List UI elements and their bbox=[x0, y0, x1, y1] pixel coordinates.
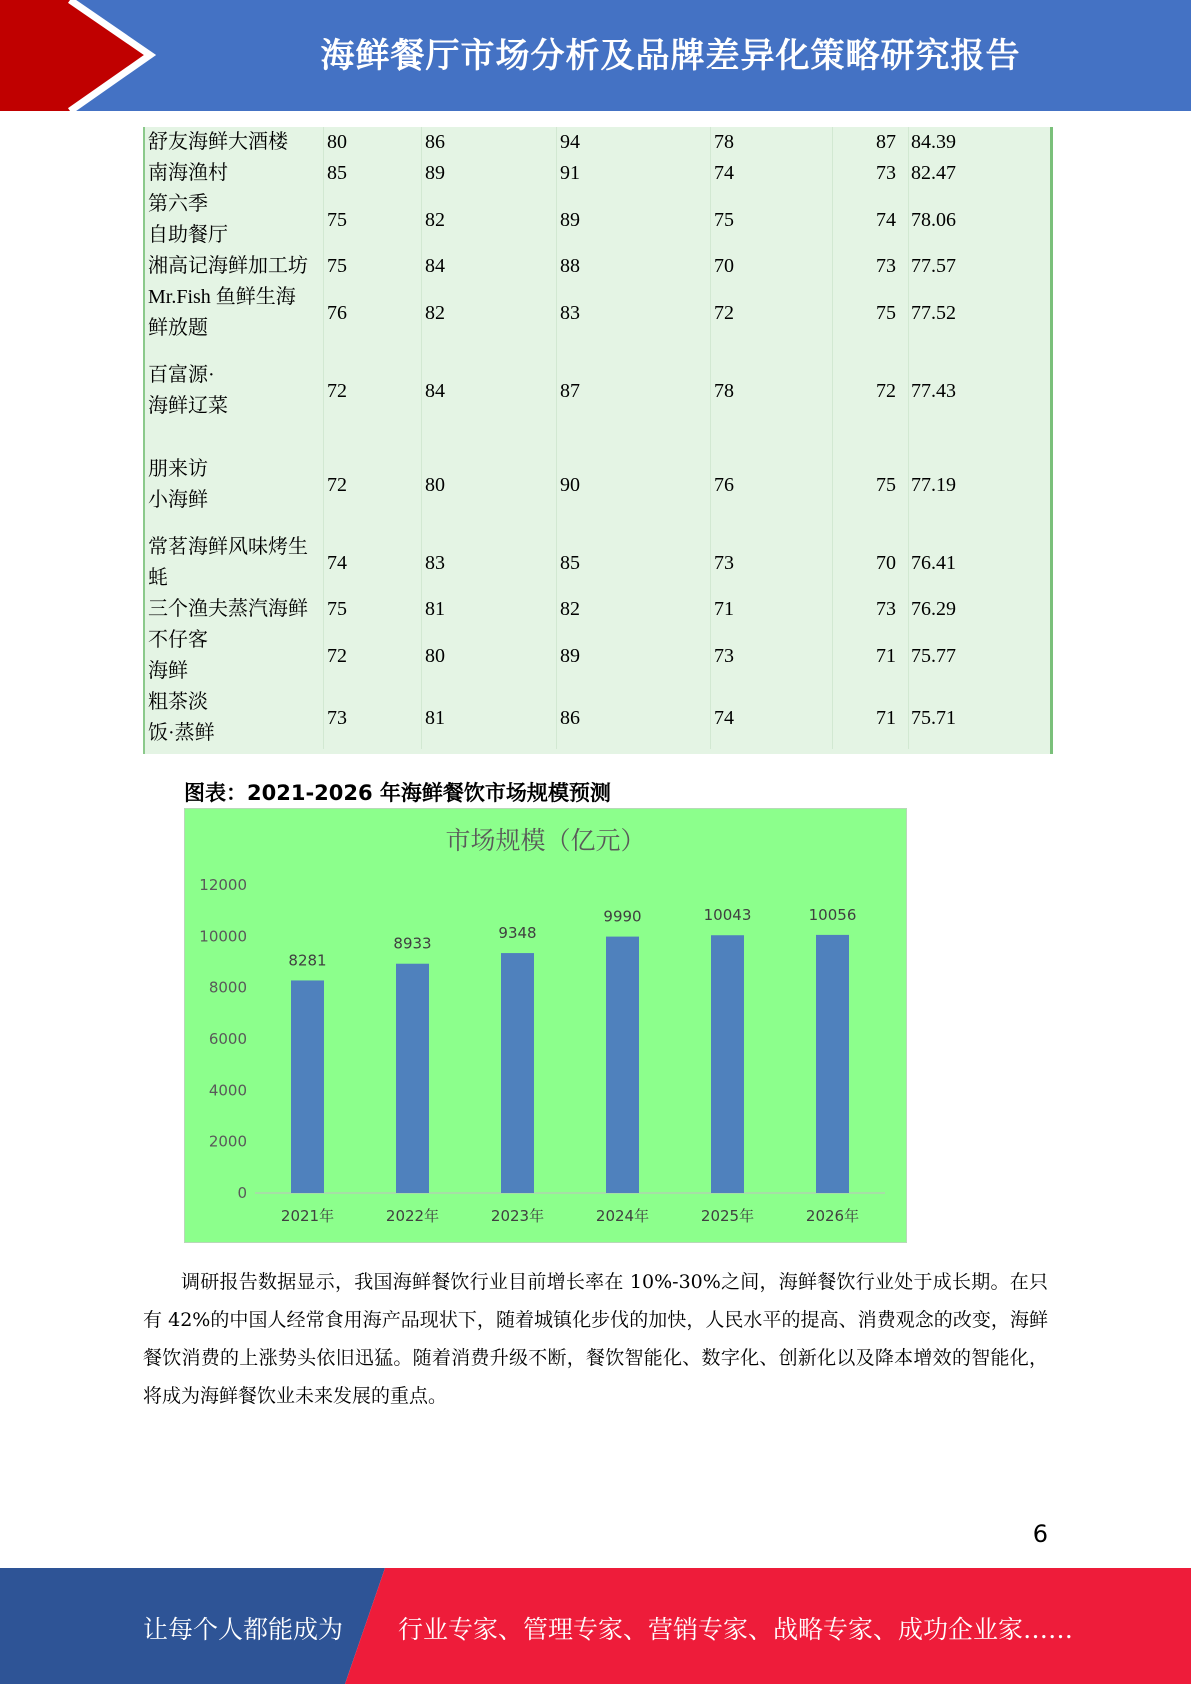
table-row bbox=[145, 687, 1050, 749]
page-number: 6 bbox=[1032, 1520, 1048, 1548]
total-score-cell: 82.47 bbox=[911, 162, 956, 184]
score-cell: 86 bbox=[557, 687, 711, 749]
brand-name-line: 海鲜辽菜 bbox=[148, 395, 228, 417]
brand-name-line: 湘高记海鲜加工坊 bbox=[148, 255, 308, 277]
brand-name-cell bbox=[145, 625, 324, 687]
score-cell: 80 bbox=[422, 438, 557, 532]
table-row bbox=[145, 344, 1050, 438]
data-label: 9348 bbox=[498, 924, 537, 943]
total-score-cell: 77.52 bbox=[911, 301, 956, 324]
score-cell: 91 bbox=[557, 158, 711, 189]
score-cell: 73 bbox=[711, 625, 833, 687]
y-tick-label: 10000 bbox=[199, 927, 247, 946]
table-row bbox=[145, 189, 1050, 251]
bar bbox=[291, 980, 324, 1193]
total-score-cell: 75.71 bbox=[911, 706, 956, 729]
score-cell: 86 bbox=[422, 127, 557, 158]
score-cell: 87 bbox=[833, 127, 909, 158]
bar bbox=[711, 935, 744, 1193]
score-cell: 72 bbox=[833, 344, 909, 438]
score-cell: 75 bbox=[324, 189, 422, 251]
x-tick-label: 2024年 bbox=[595, 1207, 650, 1225]
y-tick-label: 2000 bbox=[208, 1132, 247, 1151]
y-tick-label: 0 bbox=[237, 1184, 247, 1202]
x-tick-label: 2023年 bbox=[490, 1207, 545, 1225]
score-cell: 94 bbox=[557, 127, 711, 158]
table-row bbox=[145, 158, 1050, 189]
brand-name-cell bbox=[145, 438, 324, 532]
x-tick-label: 2025年 bbox=[700, 1207, 755, 1225]
report-title: 海鲜餐厅市场分析及品牌差异化策略研究报告 bbox=[320, 36, 1021, 76]
score-cell: 75 bbox=[711, 189, 833, 251]
brand-name-line: 粗茶淡 bbox=[148, 691, 208, 713]
header-bar bbox=[0, 0, 1191, 111]
score-cell: 72 bbox=[711, 282, 833, 344]
table-row bbox=[145, 282, 1050, 344]
table-row bbox=[145, 127, 1050, 158]
brand-name-cell bbox=[145, 251, 324, 282]
score-cell: 87 bbox=[557, 344, 711, 438]
brand-name-line: Mr.Fish 鱼鲜生海 bbox=[148, 286, 296, 308]
score-cell: 71 bbox=[711, 594, 833, 625]
score-cell: 72 bbox=[324, 344, 422, 438]
score-cell: 90 bbox=[557, 438, 711, 532]
bar bbox=[396, 964, 429, 1193]
score-cell: 74 bbox=[711, 158, 833, 189]
score-cell: 85 bbox=[557, 532, 711, 594]
total-score-cell: 76.41 bbox=[911, 551, 956, 574]
y-tick-label: 8000 bbox=[208, 978, 247, 997]
total-score-cell: 77.43 bbox=[911, 379, 956, 402]
brand-name-cell bbox=[145, 594, 324, 625]
data-label: 8933 bbox=[393, 934, 432, 953]
footer-banner bbox=[0, 1568, 1191, 1684]
score-cell: 82 bbox=[557, 594, 711, 625]
brand-name-line: 饭·蒸鲜 bbox=[148, 722, 215, 744]
table-row bbox=[145, 594, 1050, 625]
data-label: 9990 bbox=[603, 907, 642, 926]
score-cell: 82 bbox=[422, 189, 557, 251]
score-cell: 74 bbox=[324, 532, 422, 594]
brand-name-cell bbox=[145, 532, 324, 594]
brand-name-line: 常茗海鲜风味烤生 bbox=[148, 536, 308, 558]
y-tick-label: 12000 bbox=[199, 876, 247, 894]
total-score-cell: 76.29 bbox=[911, 598, 956, 620]
score-cell: 78 bbox=[711, 127, 833, 158]
brand-name-line: 海鲜 bbox=[148, 660, 188, 682]
score-cell: 75 bbox=[324, 594, 422, 625]
score-cell: 73 bbox=[833, 251, 909, 282]
brand-name-cell bbox=[145, 127, 324, 158]
score-cell: 74 bbox=[711, 687, 833, 749]
score-cell: 85 bbox=[324, 158, 422, 189]
score-cell: 80 bbox=[422, 625, 557, 687]
score-table bbox=[145, 127, 1050, 749]
data-label: 10056 bbox=[808, 905, 857, 924]
score-cell: 70 bbox=[711, 251, 833, 282]
brand-name-cell bbox=[145, 344, 324, 438]
score-cell: 75 bbox=[833, 282, 909, 344]
brand-name-line: 自助餐厅 bbox=[148, 224, 228, 246]
brand-name-line: 朋来访 bbox=[148, 458, 208, 480]
total-score-cell: 77.57 bbox=[911, 255, 956, 277]
total-score-cell: 75.77 bbox=[911, 644, 956, 667]
score-cell: 89 bbox=[422, 158, 557, 189]
score-cell: 73 bbox=[324, 687, 422, 749]
footer-slogan-right: 行业专家、管理专家、营销专家、战略专家、成功企业家…… bbox=[398, 1615, 1074, 1644]
brand-name-cell bbox=[145, 158, 324, 189]
score-cell: 75 bbox=[833, 438, 909, 532]
brand-name-line: 蚝 bbox=[148, 567, 168, 589]
table-row bbox=[145, 251, 1050, 282]
bar bbox=[816, 935, 849, 1193]
footer-slogan-left: 让每个人都能成为 bbox=[143, 1615, 344, 1644]
brand-name-line: 三个渔夫蒸汽海鲜 bbox=[148, 598, 308, 620]
brand-name-line: 舒友海鲜大酒楼 bbox=[148, 131, 288, 153]
score-cell: 84 bbox=[422, 344, 557, 438]
x-tick-label: 2022年 bbox=[385, 1207, 440, 1225]
brand-score-table bbox=[143, 127, 1053, 754]
score-cell: 89 bbox=[557, 625, 711, 687]
score-cell: 76 bbox=[324, 282, 422, 344]
bar bbox=[501, 953, 534, 1193]
score-cell: 83 bbox=[422, 532, 557, 594]
score-cell: 72 bbox=[324, 625, 422, 687]
score-cell: 74 bbox=[833, 189, 909, 251]
brand-name-line: 第六季 bbox=[148, 193, 208, 215]
chart-caption: 图表：2021-2026 年海鲜餐饮市场规模预测 bbox=[184, 781, 611, 805]
paragraph-text: 调研报告数据显示，我国海鲜餐饮行业目前增长率在 10%-30%之间，海鲜餐饮行业处于成长期。在只有 42%的中国人经常食用海产品现状下，随着城镇化步伐的加快，人民水平的提高、消费观念的改变，海鲜餐饮消费的上涨势头依旧迅猛。随着消费升级不断，餐饮智能化、数字化、创新化以及降本增效的智能化，将成为海鲜餐饮业未来发展的重点。 bbox=[143, 1271, 1048, 1407]
table-row bbox=[145, 438, 1050, 532]
score-cell: 76 bbox=[711, 438, 833, 532]
total-score-cell: 77.19 bbox=[911, 473, 956, 496]
market-size-chart bbox=[184, 808, 907, 1243]
score-cell: 72 bbox=[324, 438, 422, 532]
score-cell: 73 bbox=[711, 532, 833, 594]
y-tick-label: 4000 bbox=[208, 1081, 247, 1100]
chart-title: 市场规模（亿元） bbox=[445, 826, 646, 855]
score-cell: 83 bbox=[557, 282, 711, 344]
header-arrow-decoration bbox=[0, 0, 160, 111]
data-label: 8281 bbox=[288, 951, 327, 970]
data-label: 10043 bbox=[703, 906, 752, 925]
brand-name-line: 南海渔村 bbox=[148, 162, 228, 184]
score-cell: 80 bbox=[324, 127, 422, 158]
score-cell: 73 bbox=[833, 594, 909, 625]
brand-name-cell bbox=[145, 687, 324, 749]
score-cell: 75 bbox=[324, 251, 422, 282]
brand-name-line: 百富源· bbox=[148, 364, 215, 386]
table-row bbox=[145, 625, 1050, 687]
brand-name-line: 不仔客 bbox=[148, 629, 208, 651]
total-score-cell: 78.06 bbox=[911, 208, 956, 231]
score-cell: 73 bbox=[833, 158, 909, 189]
body-paragraph bbox=[143, 1263, 1048, 1415]
score-cell: 89 bbox=[557, 189, 711, 251]
total-score-cell: 84.39 bbox=[911, 131, 956, 153]
table-row bbox=[145, 532, 1050, 594]
score-cell: 71 bbox=[833, 625, 909, 687]
chart-svg bbox=[185, 809, 906, 1242]
score-cell: 84 bbox=[422, 251, 557, 282]
x-tick-label: 2026年 bbox=[805, 1207, 860, 1225]
brand-name-line: 鲜放题 bbox=[148, 317, 208, 339]
score-cell: 81 bbox=[422, 594, 557, 625]
score-cell: 82 bbox=[422, 282, 557, 344]
bar bbox=[606, 937, 639, 1193]
score-cell: 88 bbox=[557, 251, 711, 282]
score-cell: 71 bbox=[833, 687, 909, 749]
y-tick-label: 6000 bbox=[208, 1030, 247, 1048]
score-cell: 81 bbox=[422, 687, 557, 749]
score-cell: 70 bbox=[833, 532, 909, 594]
score-cell: 78 bbox=[711, 344, 833, 438]
brand-name-cell bbox=[145, 282, 324, 344]
brand-name-line: 小海鲜 bbox=[148, 489, 208, 511]
brand-name-cell bbox=[145, 189, 324, 251]
x-tick-label: 2021年 bbox=[280, 1207, 335, 1225]
